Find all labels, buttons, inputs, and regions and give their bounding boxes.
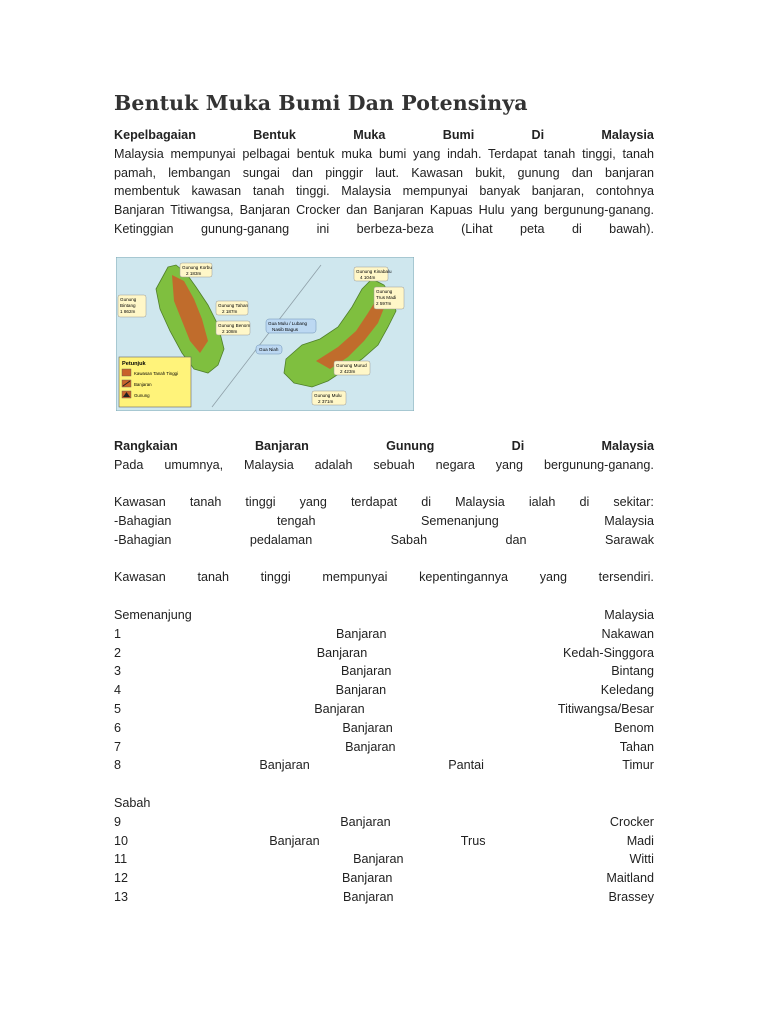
word: Sabah bbox=[390, 532, 428, 547]
word: Kawasan bbox=[114, 495, 166, 510]
map-label-murud-height: 2 423m bbox=[340, 368, 356, 374]
map-label-tahan-name: Gunung Tahan bbox=[218, 302, 249, 308]
word: dan bbox=[505, 532, 527, 547]
relief-map-malaysia bbox=[116, 257, 414, 411]
word: Semenanjung bbox=[114, 607, 192, 622]
text-line bbox=[114, 456, 654, 475]
word: Malaysia bbox=[604, 513, 654, 528]
list-item: 10 Banjaran Trus Madi bbox=[114, 833, 654, 848]
word: negara bbox=[435, 457, 475, 472]
heading-word: Malaysia bbox=[601, 128, 654, 142]
section-heading-rangkaian bbox=[114, 437, 654, 456]
word: kepentingannya bbox=[419, 570, 509, 585]
word: di bbox=[579, 495, 590, 510]
heading-word: Banjaran bbox=[254, 438, 309, 453]
map-label-bintang-2: Bintang bbox=[120, 302, 136, 308]
map-label-korbu-height: 2 183m bbox=[186, 270, 202, 276]
list-item: 8 Banjaran Pantai Timur bbox=[114, 758, 654, 773]
word: di bbox=[421, 495, 432, 510]
text-line bbox=[114, 568, 654, 587]
heading-word: Gunung bbox=[386, 438, 435, 453]
map-legend bbox=[119, 357, 191, 407]
word: sebuah bbox=[373, 457, 415, 472]
word: Malaysia bbox=[455, 495, 505, 510]
list-item: 11 Banjaran Witti bbox=[114, 852, 654, 867]
intro-paragraph bbox=[114, 145, 654, 239]
map-label-niah: Gua Niah bbox=[259, 346, 279, 352]
word: pedalaman bbox=[249, 532, 313, 547]
heading-word: Kepelbagaian bbox=[114, 128, 196, 142]
word: adalah bbox=[314, 457, 353, 472]
word: yang bbox=[539, 570, 567, 585]
page-title: Bentuk Muka Bumi Dan Potensinya bbox=[114, 91, 528, 115]
map-label-korbu-name: Gunung Korbu bbox=[182, 264, 212, 270]
word: tinggi bbox=[260, 570, 291, 585]
map-label-trusmadi-1: Gunung bbox=[376, 288, 393, 294]
word: yang bbox=[495, 457, 524, 472]
heading-word: Malaysia bbox=[601, 438, 654, 453]
legend-item-mountain: Gunung bbox=[134, 392, 150, 398]
list-header-semenanjung bbox=[114, 606, 654, 625]
word: tanah bbox=[197, 570, 229, 585]
word: Malaysia bbox=[244, 457, 294, 472]
word: Sabah bbox=[114, 795, 151, 810]
map-label-benom-name: Gunung Benom bbox=[218, 322, 251, 328]
word: umumnya, bbox=[164, 457, 224, 472]
heading-word: Di bbox=[531, 128, 545, 142]
legend-item-highland: Kawasan Tanah Tinggi bbox=[134, 370, 179, 376]
list-item: 3 Banjaran Bintang bbox=[114, 664, 654, 679]
paragraph-line: Ketinggian gunung-ganang ini berbeza-beza (Lihat peta di bawah). bbox=[114, 221, 654, 236]
map-label-benom-height: 2 108m bbox=[222, 328, 238, 334]
paragraph-line: membentuk kawasan tanah tinggi. Malaysia mempunyai banyak banjaran, contohnya bbox=[114, 184, 654, 199]
word: sekitar: bbox=[613, 495, 654, 510]
word: -Bahagian bbox=[114, 532, 172, 547]
heading-word: Di bbox=[511, 438, 525, 453]
word: tengah bbox=[276, 513, 316, 528]
word: Sarawak bbox=[605, 532, 654, 547]
word: terdapat bbox=[350, 495, 398, 510]
paragraph-line: pamah, lembangan sungai dan pinggir laut. Kawasan bukit, gunung dan banjaran bbox=[114, 165, 654, 180]
map-label-murud-name: Gunung Murud bbox=[336, 362, 367, 368]
section-heading-kepelbagaian bbox=[114, 126, 654, 145]
map-label-kinabalu-height: 4 104m bbox=[360, 274, 376, 280]
map-label-mulu-cave-2: Nasib Bagus bbox=[272, 326, 299, 332]
map-label-mulu-height: 2 371m bbox=[318, 398, 334, 404]
heading-word: Rangkaian bbox=[114, 438, 178, 453]
heading-word: Bentuk bbox=[253, 128, 296, 142]
heading-word: Muka bbox=[353, 128, 386, 142]
map-label-trusmadi-2: Trus Madi bbox=[376, 294, 397, 300]
word: Malaysia bbox=[604, 607, 654, 622]
map-label-bintang-height: 1 862m bbox=[120, 308, 136, 314]
list-item: 7 Banjaran Tahan bbox=[114, 739, 654, 754]
map-label-trusmadi-height: 2 597m bbox=[376, 300, 392, 306]
list-item: 2 Banjaran Kedah-Singgora bbox=[114, 645, 654, 660]
word: Semenanjung bbox=[421, 513, 499, 528]
word: mempunyai bbox=[322, 570, 388, 585]
word: Pada bbox=[114, 457, 144, 472]
list-item: 13 Banjaran Brassey bbox=[114, 889, 654, 904]
paragraph-line: Malaysia mempunyai pelbagai bentuk muka bumi yang indah. Terdapat tanah tinggi, tanah bbox=[114, 146, 654, 161]
paragraph-line: Banjaran Titiwangsa, Banjaran Crocker dan Banjaran Kapuas Hulu yang bergunung-ganang. bbox=[114, 203, 654, 218]
map-label-kinabalu-name: Gunung Kinabalu bbox=[356, 268, 392, 274]
map-label-tahan-height: 2 187m bbox=[222, 308, 238, 314]
heading-word: Bumi bbox=[442, 128, 475, 142]
word: yang bbox=[299, 495, 327, 510]
document-page bbox=[114, 90, 654, 907]
map-label-mulu-cave-1: Gua Mulu / Lubang bbox=[268, 320, 308, 326]
list-header-sabah bbox=[114, 794, 654, 813]
word: ialah bbox=[528, 495, 556, 510]
text-line bbox=[114, 493, 654, 512]
legend-title: Petunjuk bbox=[122, 360, 146, 367]
text-line bbox=[114, 512, 654, 531]
word: tinggi bbox=[245, 495, 276, 510]
map-label-mulu-name: Gunung Mulu bbox=[314, 392, 342, 398]
text-line bbox=[114, 531, 654, 550]
word: bergunung-ganang. bbox=[543, 457, 654, 472]
word: Kawasan bbox=[114, 570, 166, 585]
list-item: 6 Banjaran Benom bbox=[114, 720, 654, 735]
list-item: 5 Banjaran Titiwangsa/Besar bbox=[114, 701, 654, 716]
list-item: 9 Banjaran Crocker bbox=[114, 814, 654, 829]
legend-item-range: Banjaran bbox=[134, 381, 152, 387]
word: tersendiri. bbox=[598, 570, 654, 585]
word: tanah bbox=[189, 495, 222, 510]
map-label-bintang-1: Gunung bbox=[120, 296, 137, 302]
list-item: 4 Banjaran Keledang bbox=[114, 683, 654, 698]
word: -Bahagian bbox=[114, 513, 172, 528]
list-item: 1 Banjaran Nakawan bbox=[114, 626, 654, 641]
list-item: 12 Banjaran Maitland bbox=[114, 871, 654, 886]
